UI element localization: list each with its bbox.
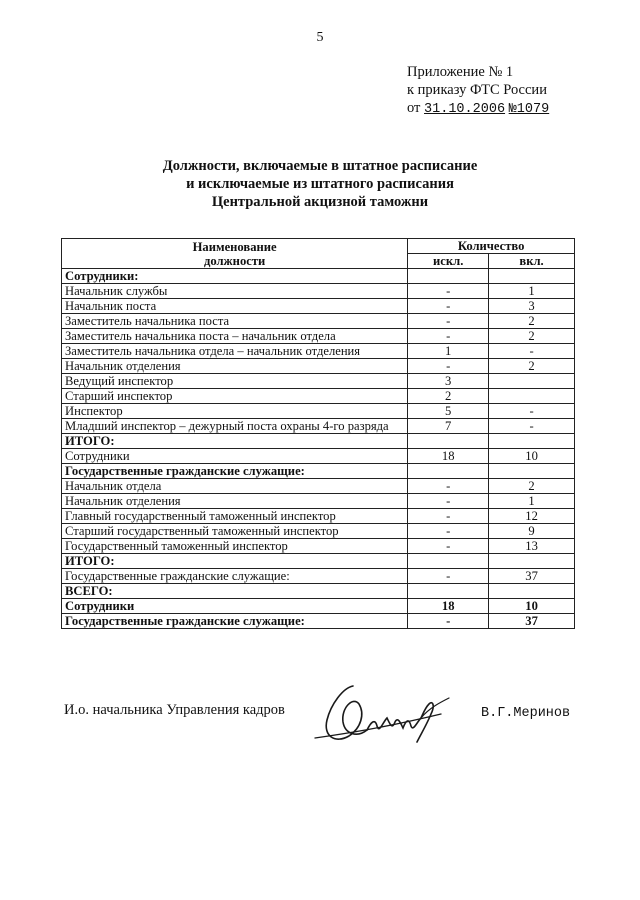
header-included: вкл. xyxy=(489,254,575,269)
excluded-count-cell: 18 xyxy=(408,599,489,614)
table-row xyxy=(62,509,575,524)
table-row xyxy=(62,404,575,419)
header-position-name xyxy=(62,239,408,269)
included-count-cell xyxy=(489,434,575,449)
position-name-cell: Младший инспектор – дежурный поста охраны 4-го разряда xyxy=(62,419,408,434)
title-line-2: и исключаемые из штатного расписания xyxy=(186,176,454,192)
included-count-cell: 3 xyxy=(489,299,575,314)
table-row xyxy=(62,494,575,509)
excluded-count-cell: - xyxy=(408,569,489,584)
position-name-cell: ВСЕГО: xyxy=(62,584,408,599)
position-name-cell: Начальник службы xyxy=(62,284,408,299)
excluded-count-cell: 18 xyxy=(408,449,489,464)
table-row xyxy=(62,479,575,494)
table-row xyxy=(62,539,575,554)
position-name-cell: Старший инспектор xyxy=(62,389,408,404)
excluded-count-cell: - xyxy=(408,299,489,314)
signature-image xyxy=(313,678,463,753)
table-section-row xyxy=(62,269,575,284)
date-prefix: от xyxy=(407,100,421,116)
table-row xyxy=(62,419,575,434)
excluded-count-cell xyxy=(408,584,489,599)
excluded-count-cell: - xyxy=(408,314,489,329)
title-line-1: Должности, включаемые в штатное расписание xyxy=(162,158,478,174)
included-count-cell: 1 xyxy=(489,284,575,299)
position-name-cell: Главный государственный таможенный инспектор xyxy=(62,509,408,524)
included-count-cell: 2 xyxy=(489,479,575,494)
table-section-row xyxy=(62,554,575,569)
excluded-count-cell: - xyxy=(408,509,489,524)
included-count-cell: 2 xyxy=(489,329,575,344)
included-count-cell xyxy=(489,464,575,479)
appendix-block xyxy=(407,63,549,119)
excluded-count-cell: 1 xyxy=(408,344,489,359)
header-quantity: Количество xyxy=(408,239,575,254)
included-count-cell: 13 xyxy=(489,539,575,554)
position-name-cell: Государственный таможенный инспектор xyxy=(62,539,408,554)
appendix-order-ref: к приказу ФТС России xyxy=(407,82,547,98)
table-row xyxy=(62,374,575,389)
position-name-cell: Заместитель начальника поста – начальник отдела xyxy=(62,329,408,344)
excluded-count-cell: - xyxy=(408,284,489,299)
included-count-cell xyxy=(489,269,575,284)
appendix-label: Приложение № 1 xyxy=(407,64,514,80)
excluded-count-cell xyxy=(408,554,489,569)
included-count-cell: - xyxy=(489,404,575,419)
excluded-count-cell: 2 xyxy=(408,389,489,404)
header-name-line-1: Наименование xyxy=(192,239,277,254)
table-section-row xyxy=(62,464,575,479)
excluded-count-cell: - xyxy=(408,539,489,554)
included-count-cell: - xyxy=(489,419,575,434)
included-count-cell: 12 xyxy=(489,509,575,524)
included-count-cell: 1 xyxy=(489,494,575,509)
position-name-cell: Ведущий инспектор xyxy=(62,374,408,389)
excluded-count-cell xyxy=(408,464,489,479)
position-name-cell: Государственные гражданские служащие: xyxy=(62,464,408,479)
table-row xyxy=(62,524,575,539)
table-row xyxy=(62,344,575,359)
excluded-count-cell: 7 xyxy=(408,419,489,434)
included-count-cell: 10 xyxy=(489,599,575,614)
table-row xyxy=(62,299,575,314)
position-name-cell: Заместитель начальника поста xyxy=(62,314,408,329)
table-row xyxy=(62,599,575,614)
excluded-count-cell xyxy=(408,269,489,284)
included-count-cell xyxy=(489,584,575,599)
position-name-cell: ИТОГО: xyxy=(62,434,408,449)
table-row xyxy=(62,614,575,629)
included-count-cell: 2 xyxy=(489,314,575,329)
excluded-count-cell: - xyxy=(408,524,489,539)
position-name-cell: Начальник отдела xyxy=(62,479,408,494)
table-row xyxy=(62,329,575,344)
included-count-cell: - xyxy=(489,344,575,359)
table-row xyxy=(62,569,575,584)
included-count-cell xyxy=(489,554,575,569)
included-count-cell: 37 xyxy=(489,614,575,629)
included-count-cell xyxy=(489,374,575,389)
table-row xyxy=(62,314,575,329)
page-number: 5 xyxy=(316,30,324,45)
excluded-count-cell: 3 xyxy=(408,374,489,389)
position-name-cell: Государственные гражданские служащие: xyxy=(62,569,408,584)
signer-position: И.о. начальника Управления кадров xyxy=(64,702,285,718)
position-name-cell: Начальник поста xyxy=(62,299,408,314)
position-name-cell: Сотрудники: xyxy=(62,269,408,284)
order-number: №1079 xyxy=(508,102,550,117)
order-date: 31.10.2006 xyxy=(424,102,506,117)
position-name-cell: Инспектор xyxy=(62,404,408,419)
header-name-line-2: должности xyxy=(203,253,266,268)
table-section-row xyxy=(62,584,575,599)
position-name-cell: Старший государственный таможенный инспектор xyxy=(62,524,408,539)
excluded-count-cell xyxy=(408,434,489,449)
table-row xyxy=(62,449,575,464)
included-count-cell xyxy=(489,389,575,404)
excluded-count-cell: - xyxy=(408,614,489,629)
position-name-cell: Заместитель начальника отдела – начальник отделения xyxy=(62,344,408,359)
position-name-cell: Государственные гражданские служащие: xyxy=(62,614,408,629)
excluded-count-cell: - xyxy=(408,479,489,494)
included-count-cell: 10 xyxy=(489,449,575,464)
included-count-cell: 2 xyxy=(489,359,575,374)
position-name-cell: ИТОГО: xyxy=(62,554,408,569)
header-excluded: искл. xyxy=(408,254,489,269)
appendix-date-line xyxy=(407,99,549,119)
position-name-cell: Начальник отделения xyxy=(62,494,408,509)
table-section-row xyxy=(62,434,575,449)
excluded-count-cell: 5 xyxy=(408,404,489,419)
position-name-cell: Начальник отделения xyxy=(62,359,408,374)
positions-table xyxy=(61,238,575,629)
table-body xyxy=(62,269,575,629)
excluded-count-cell: - xyxy=(408,329,489,344)
signer-name: В.Г.Меринов xyxy=(481,706,571,721)
document-title xyxy=(0,157,640,211)
included-count-cell: 37 xyxy=(489,569,575,584)
table-row xyxy=(62,389,575,404)
included-count-cell: 9 xyxy=(489,524,575,539)
table-row xyxy=(62,284,575,299)
excluded-count-cell: - xyxy=(408,494,489,509)
excluded-count-cell: - xyxy=(408,359,489,374)
title-line-3: Центральной акцизной таможни xyxy=(211,194,429,210)
table-row xyxy=(62,359,575,374)
position-name-cell: Сотрудники xyxy=(62,599,408,614)
position-name-cell: Сотрудники xyxy=(62,449,408,464)
